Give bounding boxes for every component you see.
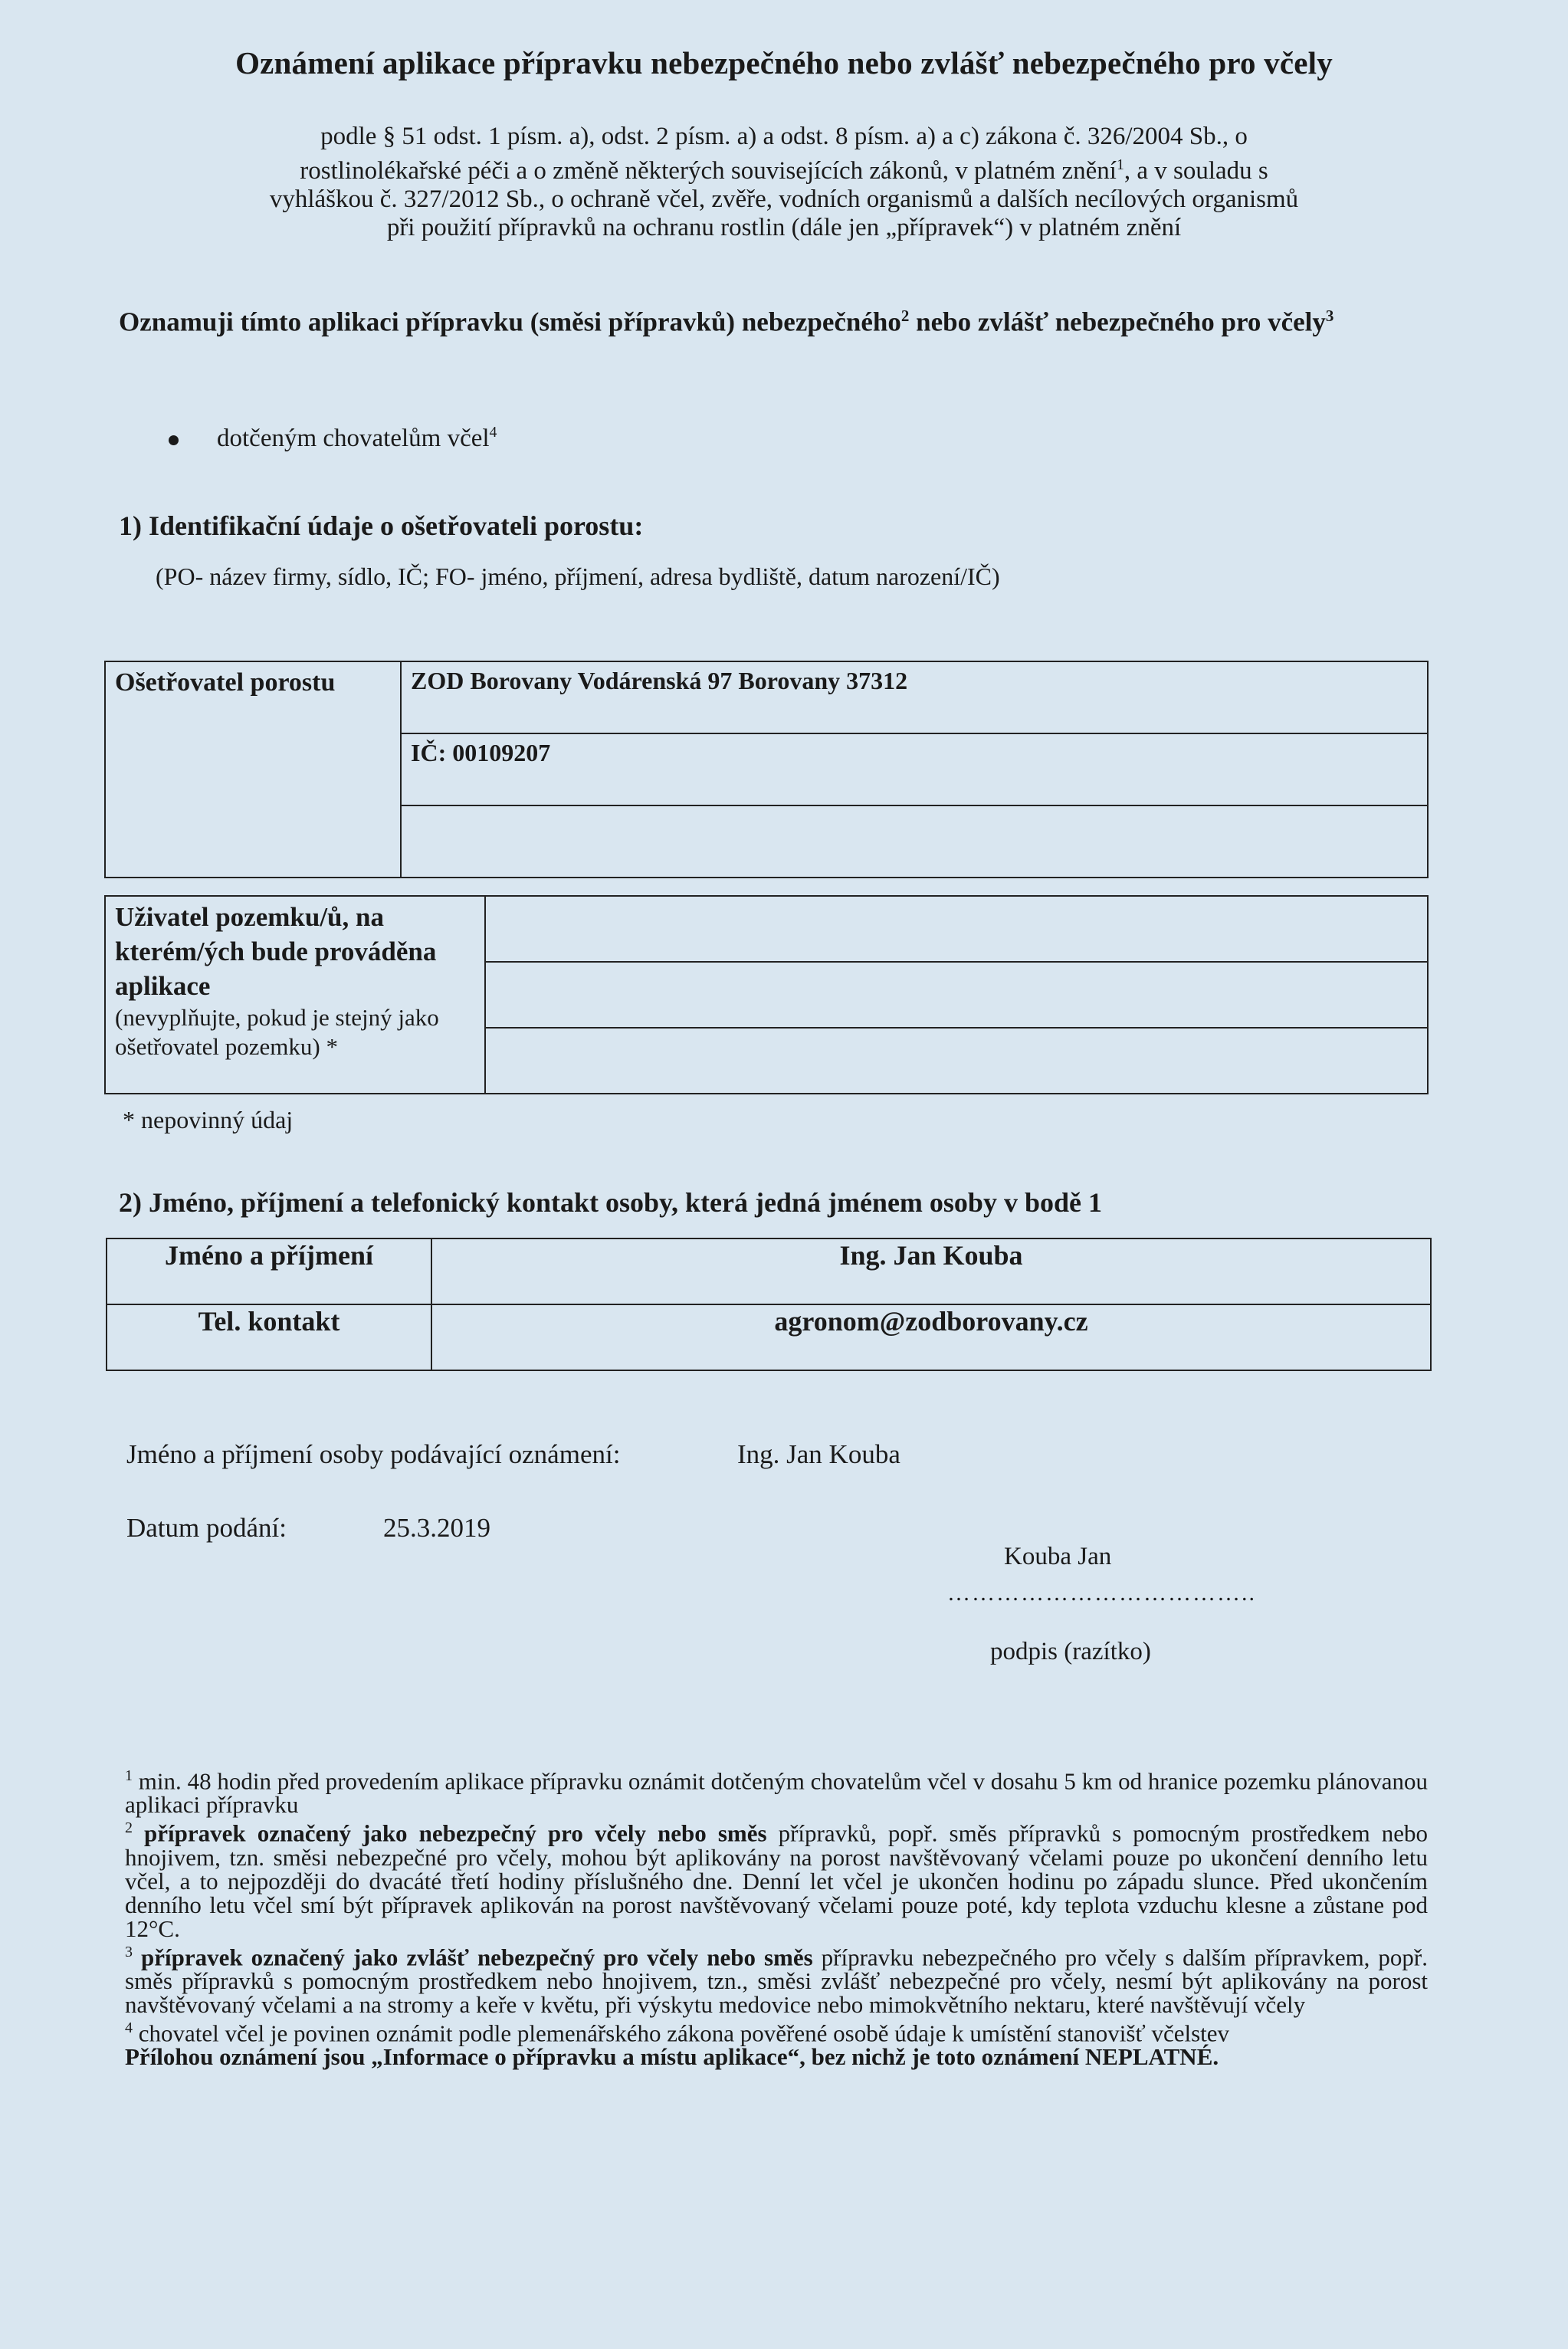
- legal-basis-line: rostlinolékařské péči a o změně některých souvisejících zákonů, v platném znění$^1$, a v souladu s: [300, 156, 1268, 185]
- submitter-value[interactable]: Ing. Jan Kouba: [737, 1439, 900, 1469]
- closing-note: Přílohou oznámení jsou „Informace o přípravku a místu aplikace“, bez nichž je toto oznámení NEPLATNÉ.: [125, 2043, 1219, 2071]
- contact-table: [106, 1238, 1432, 1371]
- signature-line[interactable]: ………………………………..: [947, 1580, 1256, 1606]
- bullet-icon: [169, 435, 179, 445]
- land-user-table: [104, 895, 1429, 1094]
- legal-basis: [115, 123, 1453, 242]
- signature-label: podpis (razítko): [990, 1638, 1151, 1665]
- section1-hint: (PO- název firmy, sídlo, IČ; FO- jméno, příjmení, adresa bydliště, datum narození/IČ): [156, 563, 1000, 590]
- name-label: Jméno a příjmení: [107, 1238, 431, 1304]
- bullet-text: dotčeným chovatelům včel: [217, 425, 490, 452]
- land-user-field[interactable]: [485, 1028, 1428, 1094]
- footnote-1: $^1$ min. 48 hodin před provedením aplikace přípravku oznámit dotčeným chovatelům včel v dosahu 5 km od hranice pozemku plánovanou aplikaci přípravku: [125, 1767, 1428, 1819]
- section2-heading: 2) Jméno, příjmení a telefonický kontakt osoby, která jedná jménem osoby v bodě 1: [119, 1187, 1102, 1218]
- land-user-field[interactable]: [485, 962, 1428, 1028]
- date-label: Datum podání:: [126, 1513, 287, 1543]
- legal-basis-line: vyhláškou č. 327/2012 Sb., o ochraně včel, zvěře, vodních organismů a dalších necílových organismů: [269, 185, 1299, 213]
- date-value[interactable]: 25.3.2019: [383, 1513, 490, 1543]
- signature-name: Kouba Jan: [1004, 1543, 1112, 1570]
- crop-treater-table: [104, 661, 1429, 878]
- crop-treater-extra[interactable]: [401, 805, 1428, 878]
- submitter-label: Jméno a příjmení osoby podávající oznámení:: [126, 1439, 621, 1469]
- contact-label: Tel. kontakt: [107, 1304, 431, 1370]
- land-user-field[interactable]: [485, 896, 1428, 962]
- intro-statement: Oznamuji tímto aplikaci přípravku (směsi přípravků) nebezpečného$^2$ nebo zvlášť nebezpečného pro včely$^3$: [119, 307, 1334, 337]
- crop-treater-address[interactable]: ZOD Borovany Vodárenská 97 Borovany 37312: [401, 661, 1428, 733]
- name-value[interactable]: Ing. Jan Kouba: [431, 1238, 1431, 1304]
- land-user-label: Uživatel pozemku/ů, na kterém/ých bude prováděna aplikace (nevyplňujte, pokud je stejný jako ošetřovatel pozemku) *: [105, 896, 485, 1094]
- legal-basis-line: při použití přípravků na ochranu rostlin (dále jen „přípravek“) v platném znění: [386, 214, 1182, 241]
- crop-treater-id[interactable]: IČ: 00109207: [401, 733, 1428, 805]
- crop-treater-label: Ošetřovatel porostu: [105, 661, 401, 878]
- optional-note: * nepovinný údaj: [123, 1106, 294, 1133]
- footnote-2: $^2$ přípravek označený jako nebezpečný pro včely nebo směs přípravků, popř. směs přípravků s pomocným prostředkem nebo hnojivem, tzn. směsi nebezpečné pro včely, mohou být aplikovány na porost navštěvovaný včelami pouze po ukončení denního letu včel, a to nejpozději do dvacáté třetí hodiny příslušného dne. Denní let včel je ukončen hodinu po západu slunce. Před ukončením denního letu včel smí být přípravek aplikován na porost navštěvovaný včelami pouze poté, kdy teplota vzduchu klesne a zůstane pod 12°C.: [125, 1819, 1428, 1942]
- footnotes: [125, 1764, 1428, 2071]
- contact-value[interactable]: agronom@zodborovany.cz: [431, 1304, 1431, 1370]
- section1-heading: 1) Identifikační údaje o ošetřovateli porostu:: [119, 510, 644, 541]
- legal-basis-line: podle § 51 odst. 1 písm. a), odst. 2 písm. a) a odst. 8 písm. a) a c) zákona č. 326/2004 Sb., o: [320, 123, 1248, 150]
- footnote-4: $^4$ chovatel včel je povinen oznámit podle plemenářského zákona pověřené osobě údaje k umístění stanovišť včelstev: [125, 2019, 1230, 2047]
- document-title: Oznámení aplikace přípravku nebezpečného nebo zvlášť nebezpečného pro včely: [235, 45, 1333, 80]
- recipient-bullet: dotčeným chovatelům včel$^4$: [169, 424, 497, 453]
- footnote-3: $^3$ přípravek označený jako zvlášť nebezpečný pro včely nebo směs přípravku nebezpečného pro včely s dalším přípravkem, popř. směs přípravků s pomocným prostředkem nebo hnojivem, tzn., směsi zvlášť nebezpečné pro včely, nesmí být aplikovány na porost navštěvovaný včelami a na stromy a keře v květu, při výskytu medovice nebo mimokvětního nektaru, které navštěvují včely: [125, 1943, 1428, 2018]
